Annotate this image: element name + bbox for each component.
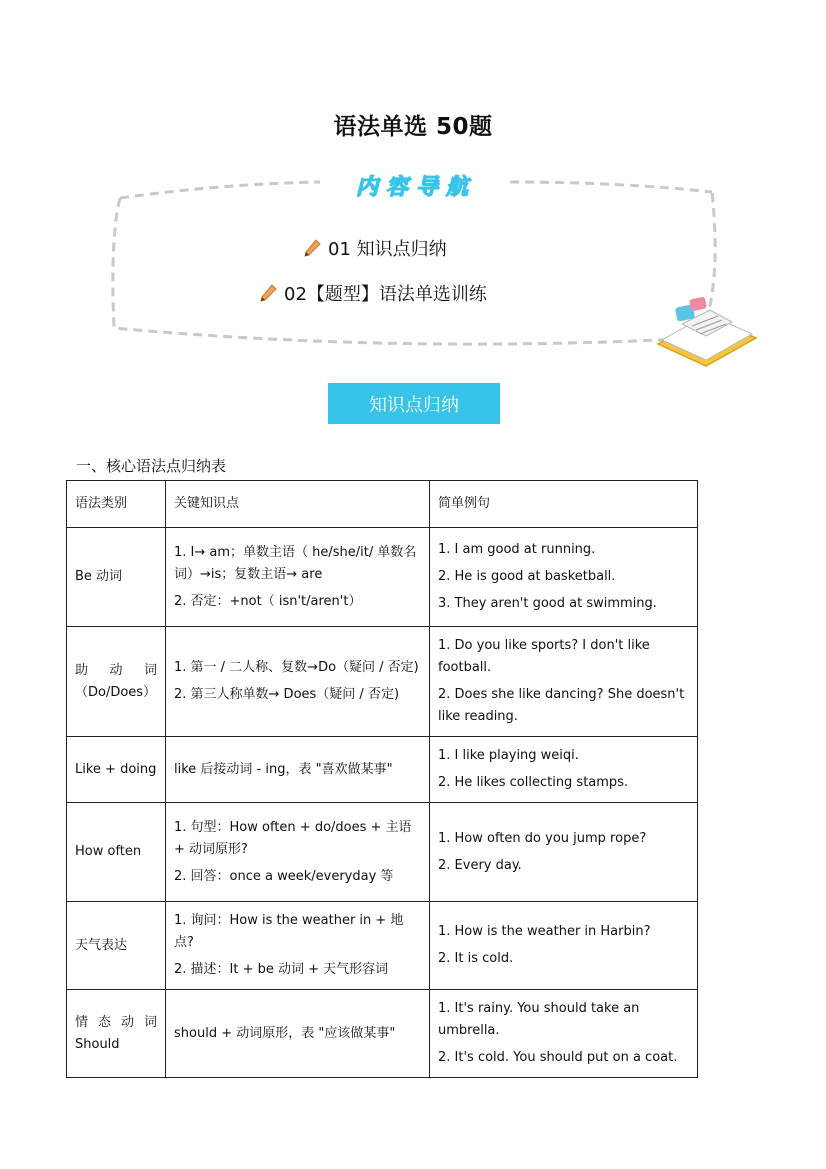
examples-cell [430, 902, 698, 990]
table-header-cell: 语法类别 [67, 481, 166, 528]
examples-cell [430, 528, 698, 627]
point-line: 2. 回答：once a week/everyday 等 [174, 868, 394, 884]
point-line: like 后接动词 - ing，表 "喜欢做某事" [174, 761, 393, 777]
table-row [67, 737, 698, 803]
point-line: 1. 第一 / 二人称、复数→Do（疑问 / 否定) [174, 660, 419, 675]
table-header-cell: 简单例句 [430, 481, 698, 528]
pencil-icon [302, 238, 322, 258]
table-row [67, 902, 698, 990]
content-navigation-box [100, 178, 724, 348]
point-line: 2. 描述：It + be 动词 + 天气形容词 [174, 962, 389, 977]
category-cell: 情 态 动 词 Should [67, 990, 166, 1078]
category-cell: Like + doing [67, 737, 166, 803]
nav-item-label: 02【题型】语法单选训练 [284, 284, 487, 305]
point-line: 2. 第三人称单数→ Does（疑问 / 否定) [174, 687, 400, 702]
example-line: 1. I am good at running. [438, 542, 596, 557]
table-subheading: 一、核心语法点归纳表 [76, 457, 227, 475]
point-line: 1. 句型：How often + do/does + 主语 + 动词原形? [174, 819, 412, 857]
example-line: 2. It is cold. [438, 951, 514, 966]
example-line: 1. How is the weather in Harbin? [438, 924, 651, 939]
category-cell: How often [67, 803, 166, 902]
example-line: 1. I like playing weiqi. [438, 748, 579, 763]
table-row [67, 990, 698, 1078]
table-row [67, 528, 698, 627]
grammar-summary-table [66, 480, 698, 1078]
example-line: 1. It's rainy. You should take an umbrella. [438, 1001, 640, 1038]
example-line: 2. It's cold. You should put on a coat. [438, 1050, 678, 1065]
table-row [67, 627, 698, 737]
examples-cell [430, 627, 698, 737]
section-heading-bar: 知识点归纳 [328, 383, 500, 424]
table-header-cell: 关键知识点 [166, 481, 430, 528]
badge-char: 航 [446, 174, 473, 200]
nav-item-knowledge[interactable] [302, 235, 447, 261]
content-navigation-badge [328, 168, 500, 202]
nav-item-practice[interactable] [258, 280, 487, 306]
points-cell [166, 990, 430, 1078]
table-header-row [67, 481, 698, 528]
points-cell [166, 737, 430, 803]
points-cell [166, 902, 430, 990]
example-line: 1. Do you like sports? I don't like football. [438, 638, 650, 675]
example-line: 2. Every day. [438, 857, 522, 873]
page-title: 语法单选 50题 [333, 114, 493, 140]
points-cell [166, 627, 430, 737]
examples-cell [430, 990, 698, 1078]
book-illustration-icon [652, 296, 760, 376]
point-line: should + 动词原形，表 "应该做某事" [174, 1025, 396, 1041]
example-line: 1. How often do you jump rope? [438, 830, 647, 846]
point-line: 1. 询问：How is the weather in + 地点? [174, 913, 404, 950]
examples-cell [430, 737, 698, 803]
category-cell: 助 动 词（Do/Does） [67, 627, 166, 737]
pencil-icon [258, 283, 278, 303]
badge-char: 导 [416, 174, 443, 200]
badge-char: 内 [355, 174, 382, 200]
example-line: 2. He is good at basketball. [438, 569, 616, 584]
example-line: 3. They aren't good at swimming. [438, 596, 657, 611]
badge-char: 容 [385, 174, 412, 200]
example-line: 2. He likes collecting stamps. [438, 775, 629, 790]
point-line: 2. 否定：+not（ isn't/aren't） [174, 593, 362, 609]
dashed-frame [100, 178, 724, 348]
table-row [67, 803, 698, 902]
category-cell: 天气表达 [67, 902, 166, 990]
examples-cell [430, 803, 698, 902]
nav-item-label: 01 知识点归纳 [328, 239, 447, 260]
points-cell [166, 528, 430, 627]
point-line: 1. I→ am；单数主语（ he/she/it/ 单数名词）→is；复数主语→ are [174, 544, 417, 582]
example-line: 2. Does she like dancing? She doesn't like reading. [438, 687, 685, 724]
points-cell [166, 803, 430, 902]
category-cell: Be 动词 [67, 528, 166, 627]
